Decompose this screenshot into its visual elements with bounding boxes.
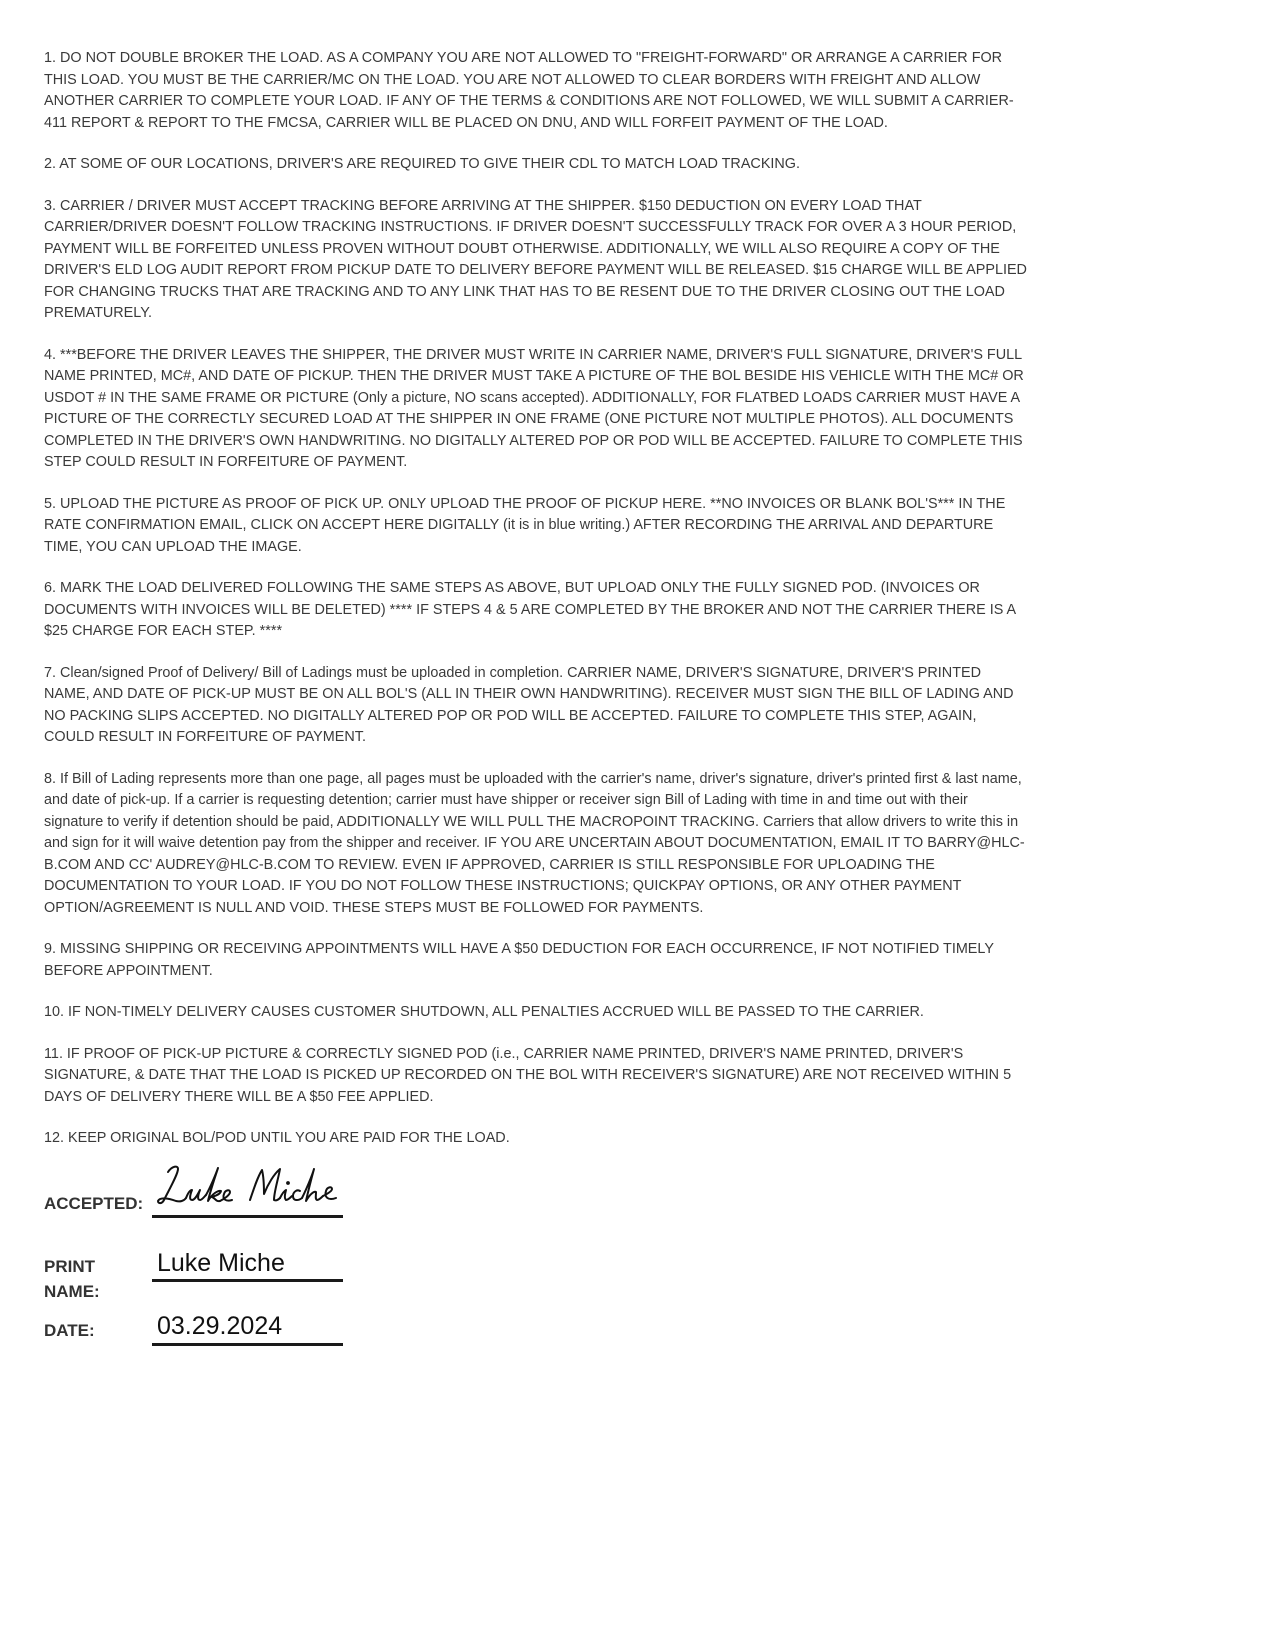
term-1: 1. DO NOT DOUBLE BROKER THE LOAD. AS A COMPANY YOU ARE NOT ALLOWED TO "FREIGHT-FORWARD" OR ARRANGE A CARRIER FOR THIS LOAD. YOU MUST BE THE CARRIER/MC ON THE LOAD. YOU ARE NOT ALLOWED TO CLEAR BORDERS WITH FREIGHT AND ALLOW ANOTHER CARRIER TO COMPLETE YOUR LOAD. IF ANY OF THE TERMS & CONDITIONS ARE NOT FOLLOWED, WE WILL SUBMIT A CARRIER-411 REPORT & REPORT TO THE FMCSA, CARRIER WILL BE PLACED ON DNU, AND WILL FORFEIT PAYMENT OF THE LOAD. [44,50,1014,131]
accepted-label: ACCEPTED: [44,1194,144,1213]
term-8: 8. If Bill of Lading represents more than one page, all pages must be uploaded with the carrier's name, driver's signature, driver's printed first & last name, and date of pick-up. If a carrier is requesting detention; carrier must have shipper or receiver sign Bill of Lading with time in and time out with their signature to verify if detention should be paid, ADDITIONALLY WE WILL PULL THE MACROPOINT TRACKING. Carriers that allow drivers to write this in and sign for it will waive detention pay from the shipper and receiver. IF YOU ARE UNCERTAIN ABOUT DOCUMENTATION, EMAIL IT TO BARRY@HLC-B.COM AND CC' AUDREY@HLC-B.COM TO REVIEW. EVEN IF APPROVED, CARRIER IS STILL RESPONSIBLE FOR UPLOADING THE DOCUMENTATION TO YOUR LOAD. IF YOU DO NOT FOLLOW THESE INSTRUCTIONS; QUICKPAY OPTIONS, OR ANY OTHER PAYMENT OPTION/AGREEMENT IS NULL AND VOID. THESE STEPS MUST BE FOLLOWED FOR PAYMENTS. [44,770,1025,916]
print-name-value: Luke Miche [157,1249,285,1277]
term-3: 3. CARRIER / DRIVER MUST ACCEPT TRACKING BEFORE ARRIVING AT THE SHIPPER. $150 DEDUCTION ON EVERY LOAD THAT CARRIER/DRIVER DOESN'T FOLLOW TRACKING INSTRUCTIONS. IF DRIVER DOESN'T SUCCESSFULLY TRACK FOR OVER A 3 HOUR PERIOD, PAYMENT WILL BE FORFEITED UNLESS PROVEN WITHOUT DOUBT OTHERWISE. ADDITIONALLY, WE WILL ALSO REQUIRE A COPY OF THE DRIVER'S ELD LOG AUDIT REPORT FROM PICKUP DATE TO DELIVERY BEFORE PAYMENT WILL BE RELEASED. $15 CHARGE WILL BE APPLIED FOR CHANGING TRUCKS THAT ARE TRACKING AND TO ANY LINK THAT HAS TO BE RESENT DUE TO THE DRIVER CLOSING OUT THE LOAD PREMATURELY. [44,197,1027,321]
date-label: DATE: [44,1321,95,1340]
terms-and-conditions [44,48,1029,1150]
handwritten-signature [154,1160,344,1212]
term-9: 9. MISSING SHIPPING OR RECEIVING APPOINTMENTS WILL HAVE A $50 DEDUCTION FOR EACH OCCURRENCE, IF NOT NOTIFIED TIMELY BEFORE APPOINTMENT. [44,941,994,979]
signature-line [152,1215,343,1218]
term-7: 7. Clean/signed Proof of Delivery/ Bill of Ladings must be uploaded in completion. CARRIER NAME, DRIVER'S SIGNATURE, DRIVER'S PRINTED NAME, AND DATE OF PICK-UP MUST BE ON ALL BOL'S (ALL IN THEIR OWN HANDWRITING). RECEIVER MUST SIGN THE BILL OF LADING AND NO PACKING SLIPS ACCEPTED. NO DIGITALLY ALTERED POP OR POD WILL BE ACCEPTED. FAILURE TO COMPLETE THIS STEP, AGAIN, COULD RESULT IN FORFEITURE OF PAYMENT. [44,664,1014,745]
date-line [152,1343,343,1346]
date-value: 03.29.2024 [157,1312,283,1340]
term-10: 10. IF NON-TIMELY DELIVERY CAUSES CUSTOMER SHUTDOWN, ALL PENALTIES ACCRUED WILL BE PASSED TO THE CARRIER. [44,1004,924,1020]
term-4: 4. ***BEFORE THE DRIVER LEAVES THE SHIPPER, THE DRIVER MUST WRITE IN CARRIER NAME, DRIVER'S FULL SIGNATURE, DRIVER'S FULL NAME PRINTED, MC#, AND DATE OF PICKUP. THEN THE DRIVER MUST TAKE A PICTURE OF THE BOL BESIDE HIS VEHICLE WITH THE MC# OR USDOT # IN THE SAME FRAME OR PICTURE (Only a picture, NO scans accepted). ADDITIONALLY, FOR FLATBED LOADS CARRIER MUST HAVE A PICTURE OF THE CORRECTLY SECURED LOAD AT THE SHIPPER IN ONE FRAME (ONE PICTURE NOT MULTIPLE PHOTOS). ALL DOCUMENTS COMPLETED IN THE DRIVER'S OWN HANDWRITING. NO DIGITALLY ALTERED POP OR POD WILL BE ACCEPTED. FAILURE TO COMPLETE THIS STEP COULD RESULT IN FORFEITURE OF PAYMENT. [44,346,1024,470]
term-5: 5. UPLOAD THE PICTURE AS PROOF OF PICK UP. ONLY UPLOAD THE PROOF OF PICKUP HERE. **NO INVOICES OR BLANK BOL'S*** IN THE RATE CONFIRMATION EMAIL, CLICK ON ACCEPT HERE DIGITALLY (it is in blue writing.) AFTER RECORDING THE ARRIVAL AND DEPARTURE TIME, YOU CAN UPLOAD THE IMAGE. [44,495,1006,555]
print-name-label: PRINT NAME: [44,1257,100,1301]
print-name-line [152,1279,343,1282]
term-6: 6. MARK THE LOAD DELIVERED FOLLOWING THE SAME STEPS AS ABOVE, BUT UPLOAD ONLY THE FULLY SIGNED POD. (INVOICES OR DOCUMENTS WITH INVOICES WILL BE DELETED) **** IF STEPS 4 & 5 ARE COMPLETED BY THE BROKER AND NOT THE CARRIER THERE IS A $25 CHARGE FOR EACH STEP. **** [44,580,1016,639]
term-11: 11. IF PROOF OF PICK-UP PICTURE & CORRECTLY SIGNED POD (i.e., CARRIER NAME PRINTED, DRIVER'S NAME PRINTED, DRIVER'S SIGNATURE, & DATE THAT THE LOAD IS PICKED UP RECORDED ON THE BOL WITH RECEIVER'S SIGNATURE) ARE NOT RECEIVED WITHIN 5 DAYS OF DELIVERY THERE WILL BE A $50 FEE APPLIED. [44,1045,1012,1105]
term-12: 12. KEEP ORIGINAL BOL/POD UNTIL YOU ARE PAID FOR THE LOAD. [44,1130,510,1146]
term-2: 2. AT SOME OF OUR LOCATIONS, DRIVER'S ARE REQUIRED TO GIVE THEIR CDL TO MATCH LOAD TRACKING. [44,156,800,172]
